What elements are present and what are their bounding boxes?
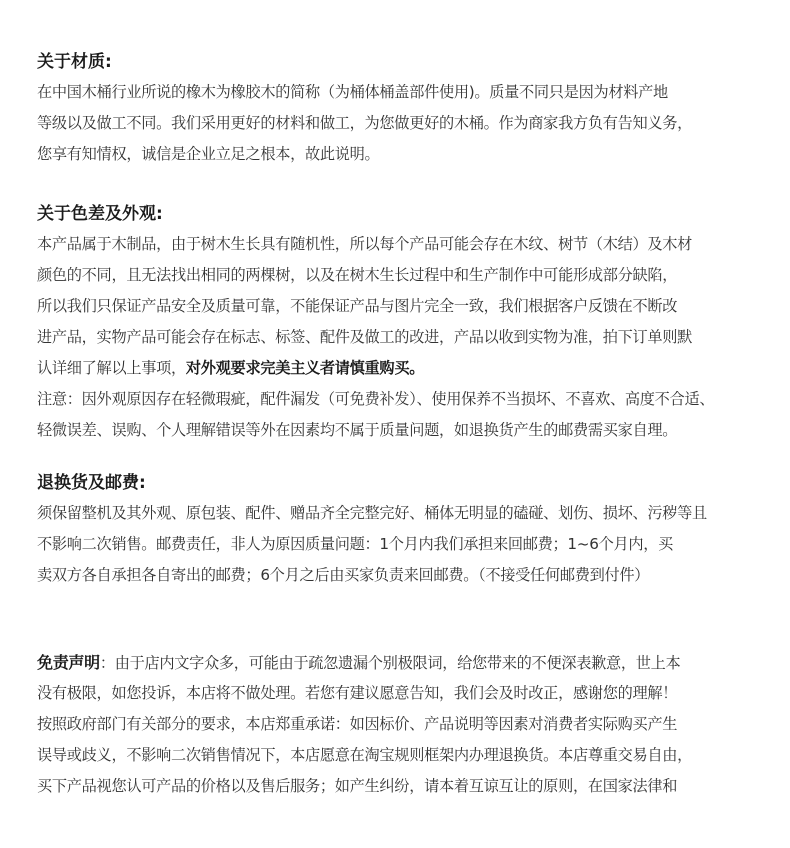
appearance-line: 进产品，实物产品可能会存在标志、标签、配件及做工的改进，产品以收到实物为准，拍下订单则默: [37, 328, 693, 346]
material-paragraph: [37, 77, 767, 170]
returns-paragraph: [37, 498, 767, 591]
appearance-warning-bold: 对外观要求完美主义者请慎重购买。: [185, 359, 425, 377]
returns-line: 卖双方各自承担各自寄出的邮费；6个月之后由买家负责来回邮费。（不接受任何邮费到付件）: [37, 566, 650, 584]
disclaimer-first-line-text: ：由于店内文字众多，可能由于疏忽遗漏个别极限词，给您带来的不便深表歉意，世上本: [99, 654, 681, 672]
disclaimer-label: 免责声明: [37, 653, 100, 672]
appearance-title: 关于色差及外观:: [37, 204, 163, 224]
returns-line: 不影响二次销售。邮费责任，非人为原因质量问题：1个月内我们承担来回邮费；1~6个月内，买: [37, 535, 674, 553]
appearance-note-line: 注意：因外观原因存在轻微瑕疵，配件漏发（可免费补发）、使用保养不当损坏、不喜欢、高度不合适、: [37, 390, 715, 408]
appearance-note-line: 轻微误差、误购、个人理解错误等外在因素均不属于质量问题，如退换货产生的邮费需买家自理。: [37, 421, 678, 439]
returns-title: 退换货及邮费:: [37, 473, 146, 493]
appearance-last-line-plain: 认详细了解以上事项，: [37, 359, 186, 377]
material-title: 关于材质:: [37, 52, 112, 72]
appearance-line: 本产品属于木制品，由于树木生长具有随机性，所以每个产品可能会存在木纹、树节（木结）及木材: [37, 235, 693, 253]
material-line: 在中国木桶行业所说的橡木为橡胶木的简称（为桶体桶盖部件使用)。质量不同只是因为材料产地: [37, 83, 668, 101]
appearance-line: 颜色的不同，且无法找出相同的两棵树，以及在树木生长过程中和生产制作中可能形成部分缺陷，: [37, 266, 678, 284]
disclaimer-first-line: [37, 647, 767, 678]
disclaimer-paragraph: [37, 647, 767, 802]
material-line: 您享有知情权，诚信是企业立足之根本，故此说明。: [37, 145, 380, 163]
disclaimer-line: 买下产品视您认可产品的价格以及售后服务；如产生纠纷，请本着互谅互让的原则，在国家法律和: [37, 777, 678, 795]
material-section: [37, 50, 767, 170]
appearance-line: 所以我们只保证产品安全及质量可靠，不能保证产品与图片完全一致，我们根据客户反馈在不断改: [37, 297, 678, 315]
appearance-section: [37, 202, 767, 446]
disclaimer-line: 误导或歧义，不影响二次销售情况下，本店愿意在淘宝规则框架内办理退换货。本店尊重交易自由，: [37, 746, 693, 764]
appearance-last-line: [37, 353, 767, 384]
appearance-paragraph: [37, 229, 767, 446]
returns-line: 须保留整机及其外观、原包装、配件、赠品齐全完整完好、桶体无明显的磕碰、划伤、损坏、污秽等且: [37, 504, 707, 522]
disclaimer-section: [37, 647, 767, 802]
disclaimer-line: 按照政府部门有关部分的要求，本店郑重承诺：如因标价、产品说明等因素对消费者实际购买产生: [37, 715, 678, 733]
disclaimer-line: 没有极限，如您投诉，本店将不做处理。若您有建议愿意告知，我们会及时改正，感谢您的理解！: [37, 684, 678, 702]
material-line: 等级以及做工不同。我们采用更好的材料和做工，为您做更好的木桶。作为商家我方负有告知义务，: [37, 114, 693, 132]
returns-section: [37, 471, 767, 591]
